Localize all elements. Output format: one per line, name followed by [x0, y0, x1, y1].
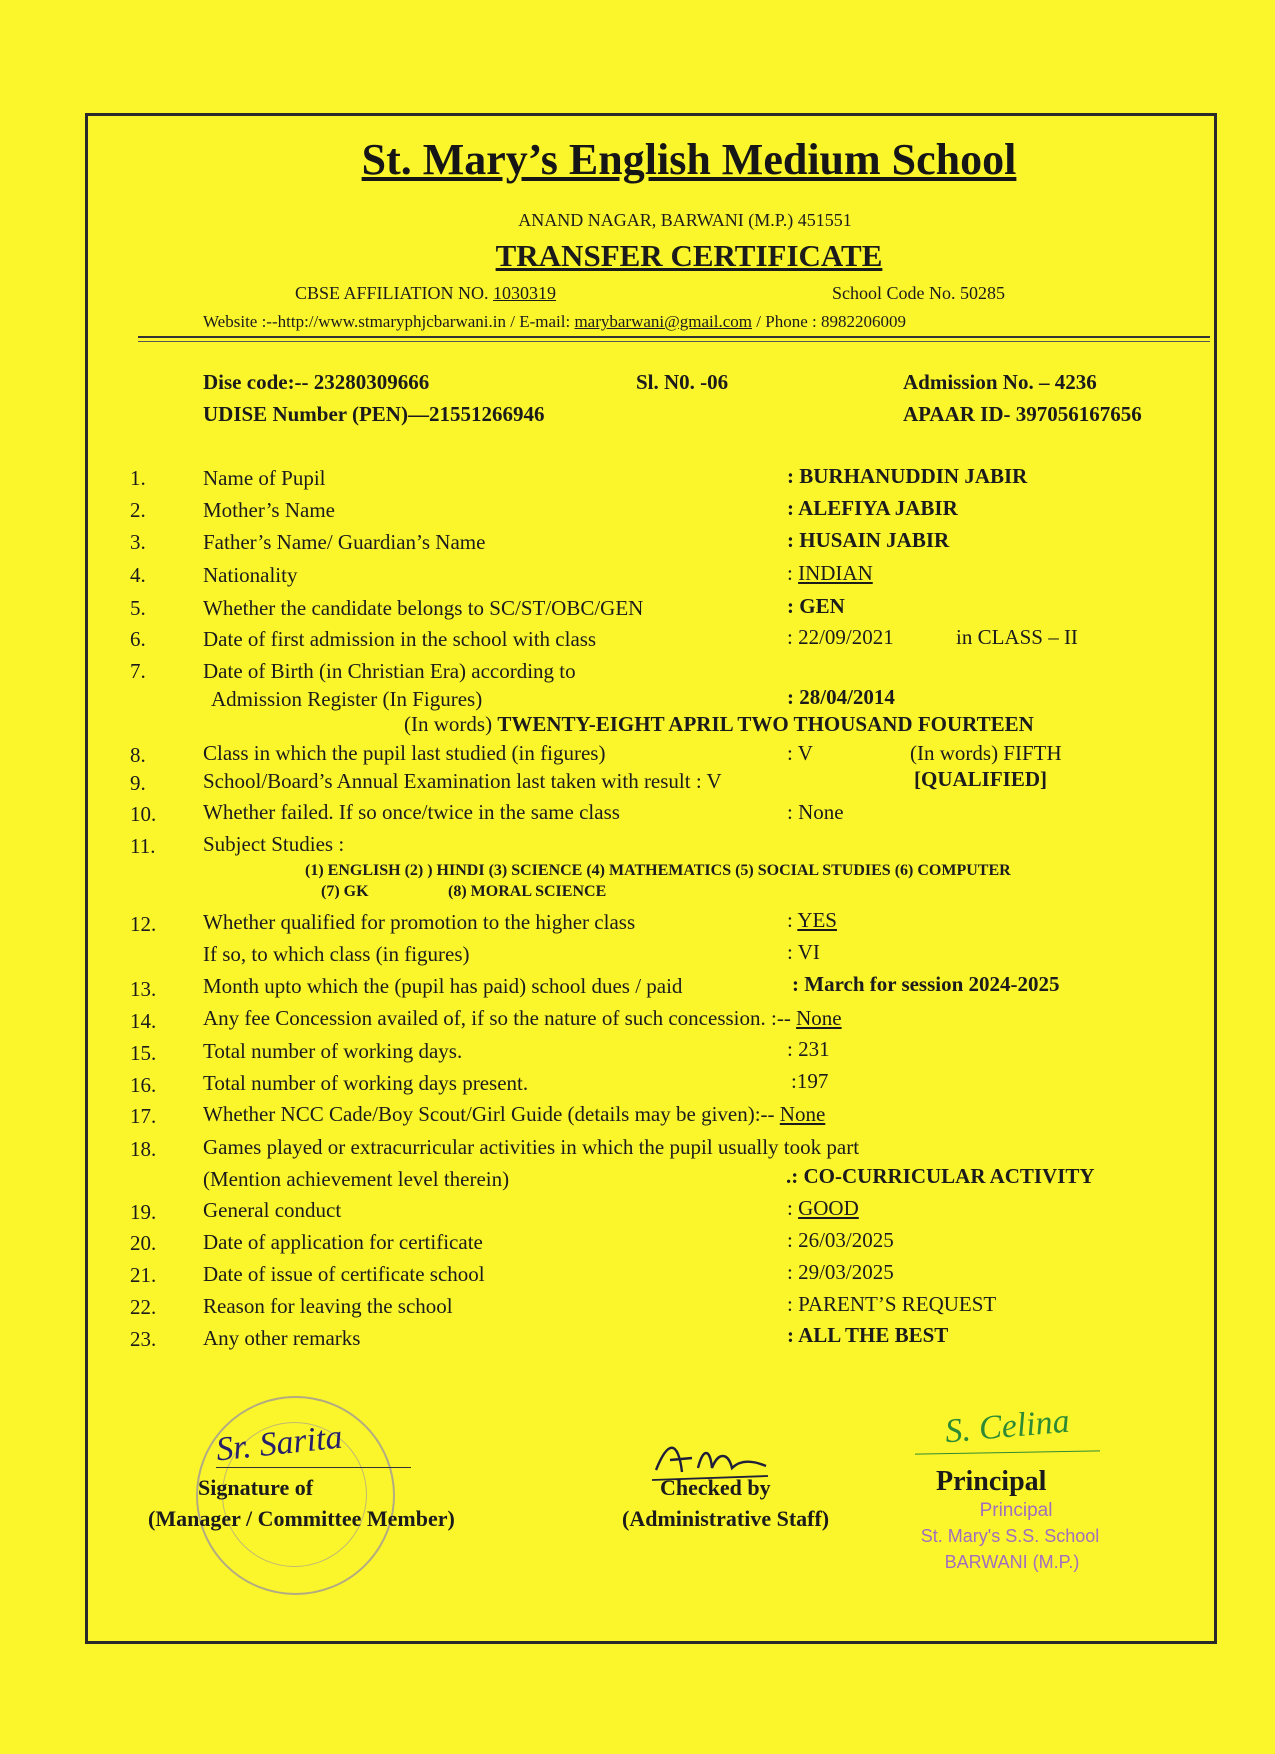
issue-date: : 29/03/2025: [787, 1260, 894, 1284]
row-label-continued: Admission Register (In Figures): [211, 687, 483, 711]
ncc-scout-value: None: [779, 1102, 826, 1126]
row-label: Whether the candidate belongs to SC/ST/OBC/GEN: [203, 596, 644, 620]
row-label: Date of first admission in the school with class: [203, 627, 597, 651]
application-date: : 26/03/2025: [787, 1228, 894, 1252]
nationality: : INDIAN: [787, 561, 873, 585]
row-number: 8.: [130, 743, 146, 767]
row-number: 22.: [130, 1295, 157, 1319]
row-label: Class in which the pupil last studied (in figures): [203, 741, 606, 765]
nationality-value: INDIAN: [798, 561, 873, 585]
row-number: 16.: [130, 1073, 157, 1097]
manager-designation: (Manager / Committee Member): [148, 1506, 455, 1531]
row-label-continued: (Mention achievement level therein): [203, 1167, 510, 1191]
promotion: : YES: [787, 908, 837, 932]
row-number: 6.: [130, 627, 146, 651]
row-number: 2.: [130, 498, 146, 522]
row-label: Subject Studies :: [203, 832, 345, 856]
working-days: : 231: [787, 1037, 830, 1061]
row-number: 17.: [130, 1104, 157, 1128]
subjects-line-1: (1) ENGLISH (2) ) HINDI (3) SCIENCE (4) MATHEMATICS (5) SOCIAL STUDIES (6) COMPUTER: [305, 862, 1011, 879]
row-number: 7.: [130, 659, 146, 683]
row-number: 21.: [130, 1263, 157, 1287]
row-label: Father’s Name/ Guardian’s Name: [203, 530, 486, 554]
row-number: 10.: [130, 802, 157, 826]
conduct: : GOOD: [787, 1196, 859, 1220]
row-number: 5.: [130, 596, 146, 620]
row-label: Date of Birth (in Christian Era) according to: [203, 659, 576, 683]
row-label: Total number of working days present.: [203, 1071, 529, 1095]
row-label: Nationality: [203, 563, 298, 587]
row-label: Whether failed. If so once/twice in the same class: [203, 800, 620, 824]
admission-number: Admission No. – 4236: [903, 370, 1097, 394]
manager-signature-line: [216, 1467, 411, 1468]
row-number: 15.: [130, 1041, 157, 1065]
principal-title: Principal: [936, 1466, 1047, 1497]
ncc-scout: Whether NCC Cade/Boy Scout/Girl Guide (details may be given):-- None: [203, 1102, 826, 1126]
dob-figures: : 28/04/2014: [787, 685, 895, 709]
failed-status: : None: [787, 800, 844, 824]
row-label: Date of issue of certificate school: [203, 1262, 485, 1286]
serial-number: Sl. N0. -06: [636, 370, 729, 394]
row-number: 23.: [130, 1327, 157, 1351]
website: Website :--http://www.stmaryphjcbarwani.in / E-mail:: [203, 312, 575, 331]
leaving-reason: : PARENT’S REQUEST: [787, 1292, 997, 1316]
exam-result: [QUALIFIED]: [914, 767, 1048, 791]
staff-designation: (Administrative Staff): [622, 1506, 830, 1531]
subjects-line-2a: (7) GK: [321, 883, 369, 900]
row-number: 3.: [130, 530, 146, 554]
remarks: : ALL THE BEST: [787, 1323, 949, 1347]
stamp-location: BARWANI (M.P.): [944, 1552, 1080, 1572]
conduct-value: GOOD: [798, 1196, 859, 1220]
pupil-name: : BURHANUDDIN JABIR: [787, 464, 1028, 488]
row-number: 13.: [130, 977, 157, 1001]
dob-words: (In words) TWENTY-EIGHT APRIL TWO THOUSAND FOURTEEN: [404, 712, 1034, 736]
manager-signature-label: Signature of: [198, 1475, 314, 1500]
row-number: 19.: [130, 1200, 157, 1224]
fee-concession: Any fee Concession availed of, if so the nature of such concession. :-- None: [203, 1006, 842, 1030]
row-number: 11.: [130, 834, 156, 858]
manager-signature: Sr. Sarita: [214, 1418, 345, 1469]
row-label: Name of Pupil: [203, 466, 326, 490]
row-label: Date of application for certificate: [203, 1230, 483, 1254]
fee-concession-value: None: [796, 1006, 842, 1030]
row-number: 18.: [130, 1137, 157, 1161]
mother-name: : ALEFIYA JABIR: [787, 496, 958, 520]
row-label: Month upto which the (pupil has paid) school dues / paid: [203, 974, 683, 998]
row-label: Whether qualified for promotion to the higher class: [203, 910, 636, 934]
dise-code: Dise code:-- 23280309666: [203, 370, 430, 394]
row-number: 4.: [130, 563, 146, 587]
contact-line: [203, 312, 906, 332]
email-link[interactable]: marybarwani@gmail.com: [574, 312, 753, 331]
days-present: :197: [791, 1069, 829, 1093]
first-admission-date: : 22/09/2021: [787, 625, 894, 649]
row-label: Mother’s Name: [203, 498, 335, 522]
affiliation-label: CBSE AFFILIATION NO.: [295, 283, 489, 303]
school-name: St. Mary’s English Medium School: [361, 135, 1017, 184]
row-number: 14.: [130, 1009, 157, 1033]
row-label: Games played or extracurricular activities in which the pupil usually took part: [203, 1135, 860, 1159]
last-class-words: (In words) FIFTH: [910, 741, 1062, 765]
staff-signature-label: Checked by: [660, 1475, 771, 1500]
row-number: 1.: [130, 466, 146, 490]
subjects-line-2b: (8) MORAL SCIENCE: [448, 883, 607, 900]
header-rule: [138, 336, 1210, 338]
header-rule-thin: [138, 341, 1210, 342]
row-number: 20.: [130, 1231, 157, 1255]
last-class-figures: : V: [787, 741, 813, 765]
affiliation: [295, 283, 556, 304]
promoted-class: : VI: [787, 940, 820, 964]
certificate-title: TRANSFER CERTIFICATE: [495, 238, 883, 273]
stamp-school: St. Mary's S.S. School: [920, 1526, 1100, 1546]
principal-signature: S. Celina: [943, 1402, 1072, 1451]
apaar-id: APAAR ID- 397056167656: [903, 402, 1142, 426]
father-name: : HUSAIN JABIR: [787, 528, 950, 552]
stamp-principal: Principal: [979, 1500, 1053, 1521]
school-address: ANAND NAGAR, BARWANI (M.P.) 451551: [518, 210, 852, 230]
promotion-value: YES: [797, 908, 837, 932]
category: : GEN: [787, 594, 845, 618]
row-label: Total number of working days.: [203, 1039, 463, 1063]
udise-number: UDISE Number (PEN)—21551266946: [203, 402, 545, 426]
row-label: Reason for leaving the school: [203, 1294, 453, 1318]
row-label: General conduct: [203, 1198, 342, 1222]
affiliation-number: 1030319: [493, 283, 557, 303]
row-label-continued: If so, to which class (in figures): [203, 942, 470, 966]
dues-paid: : March for session 2024-2025: [792, 972, 1060, 996]
school-code: School Code No. 50285: [832, 283, 1005, 303]
row-label: School/Board’s Annual Examination last taken with result : V: [203, 769, 722, 793]
row-label: Any other remarks: [203, 1326, 361, 1350]
extracurricular: .: CO-CURRICULAR ACTIVITY: [786, 1164, 1095, 1188]
row-number: 12.: [130, 912, 157, 936]
first-admission-class: in CLASS – II: [956, 625, 1078, 649]
dob-words-value: TWENTY-EIGHT APRIL TWO THOUSAND FOURTEEN: [497, 712, 1034, 736]
phone: / Phone : 8982206009: [752, 312, 906, 331]
row-number: 9.: [130, 771, 146, 795]
